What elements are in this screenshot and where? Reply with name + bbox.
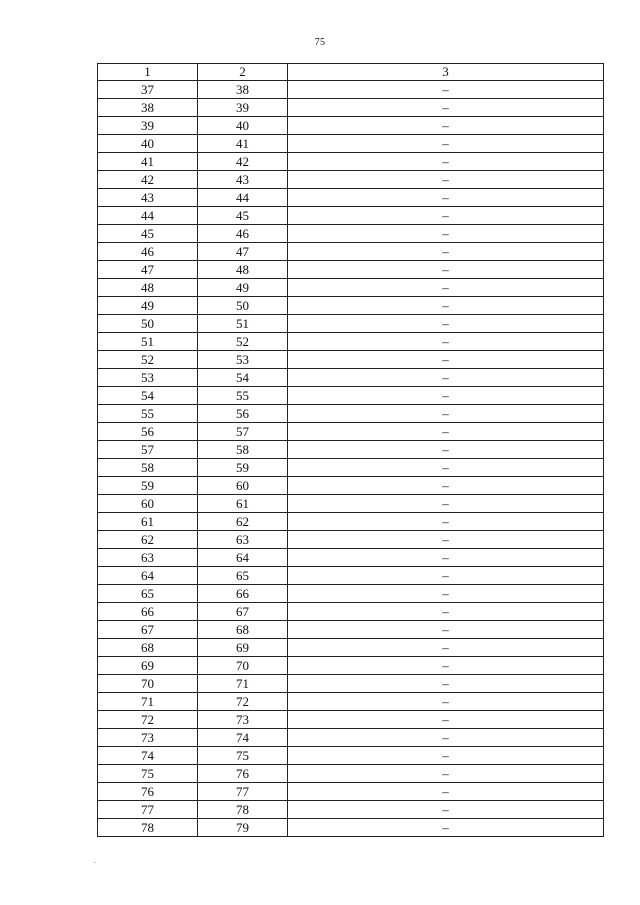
table-cell-col-3: – xyxy=(288,567,604,585)
table-row xyxy=(98,405,604,423)
table-cell-col-2: 68 xyxy=(198,621,288,639)
table-cell-col-3: – xyxy=(288,225,604,243)
table-header-row xyxy=(98,64,604,81)
table-cell-col-1: 66 xyxy=(98,603,198,621)
table-cell-col-3: – xyxy=(288,729,604,747)
table-row xyxy=(98,747,604,765)
table-cell-col-2: 40 xyxy=(198,117,288,135)
table-cell-col-3: – xyxy=(288,189,604,207)
table-cell-col-2: 52 xyxy=(198,333,288,351)
table-cell-col-2: 63 xyxy=(198,531,288,549)
table-cell-col-2: 62 xyxy=(198,513,288,531)
table-cell-col-3: – xyxy=(288,243,604,261)
table-cell-col-1: 67 xyxy=(98,621,198,639)
table-cell-col-1: 46 xyxy=(98,243,198,261)
table-cell-col-2: 67 xyxy=(198,603,288,621)
table-cell-col-3: – xyxy=(288,99,604,117)
table-cell-col-1: 41 xyxy=(98,153,198,171)
table-cell-col-2: 70 xyxy=(198,657,288,675)
table-cell-col-2: 50 xyxy=(198,297,288,315)
table-row xyxy=(98,549,604,567)
table-cell-col-3: – xyxy=(288,513,604,531)
table-cell-col-1: 51 xyxy=(98,333,198,351)
table-cell-col-3: – xyxy=(288,423,604,441)
table-row xyxy=(98,153,604,171)
table-row xyxy=(98,333,604,351)
table-cell-col-1: 44 xyxy=(98,207,198,225)
table-row xyxy=(98,567,604,585)
table-cell-col-3: – xyxy=(288,621,604,639)
table-cell-col-2: 49 xyxy=(198,279,288,297)
table-cell-col-2: 46 xyxy=(198,225,288,243)
table-body xyxy=(98,81,604,837)
table-row xyxy=(98,495,604,513)
table-row xyxy=(98,801,604,819)
table-cell-col-2: 71 xyxy=(198,675,288,693)
table-cell-col-1: 53 xyxy=(98,369,198,387)
table-cell-col-2: 74 xyxy=(198,729,288,747)
table-cell-col-1: 49 xyxy=(98,297,198,315)
table-cell-col-1: 77 xyxy=(98,801,198,819)
table-row xyxy=(98,675,604,693)
table-cell-col-1: 42 xyxy=(98,171,198,189)
table-row xyxy=(98,81,604,99)
table-cell-col-3: – xyxy=(288,369,604,387)
table-cell-col-3: – xyxy=(288,261,604,279)
table-cell-col-3: – xyxy=(288,549,604,567)
table-cell-col-3: – xyxy=(288,585,604,603)
table-row xyxy=(98,171,604,189)
table-cell-col-2: 59 xyxy=(198,459,288,477)
margin-mark xyxy=(94,862,96,863)
table-row xyxy=(98,135,604,153)
table-row xyxy=(98,819,604,837)
table-row xyxy=(98,765,604,783)
table-row xyxy=(98,243,604,261)
table-row xyxy=(98,297,604,315)
table-cell-col-3: – xyxy=(288,603,604,621)
table-row xyxy=(98,693,604,711)
table-row xyxy=(98,513,604,531)
table-cell-col-2: 61 xyxy=(198,495,288,513)
table-cell-col-1: 43 xyxy=(98,189,198,207)
table-row xyxy=(98,261,604,279)
table-cell-col-2: 65 xyxy=(198,567,288,585)
table-cell-col-2: 73 xyxy=(198,711,288,729)
table-cell-col-1: 38 xyxy=(98,99,198,117)
table-cell-col-1: 61 xyxy=(98,513,198,531)
table-cell-col-3: – xyxy=(288,315,604,333)
column-header-1: 1 xyxy=(98,64,198,81)
table-cell-col-3: – xyxy=(288,81,604,99)
table-cell-col-3: – xyxy=(288,693,604,711)
table-cell-col-2: 51 xyxy=(198,315,288,333)
column-header-3: 3 xyxy=(288,64,604,81)
table-cell-col-1: 74 xyxy=(98,747,198,765)
table-cell-col-2: 79 xyxy=(198,819,288,837)
table-cell-col-2: 76 xyxy=(198,765,288,783)
table-row xyxy=(98,603,604,621)
table-cell-col-2: 72 xyxy=(198,693,288,711)
table-cell-col-1: 45 xyxy=(98,225,198,243)
table-cell-col-1: 60 xyxy=(98,495,198,513)
table-row xyxy=(98,783,604,801)
table-cell-col-1: 57 xyxy=(98,441,198,459)
table-row xyxy=(98,477,604,495)
table-cell-col-2: 56 xyxy=(198,405,288,423)
table-cell-col-1: 71 xyxy=(98,693,198,711)
table-row xyxy=(98,387,604,405)
table-cell-col-2: 75 xyxy=(198,747,288,765)
table-cell-col-2: 58 xyxy=(198,441,288,459)
table-cell-col-3: – xyxy=(288,387,604,405)
table-row xyxy=(98,459,604,477)
table-cell-col-1: 54 xyxy=(98,387,198,405)
table-cell-col-1: 47 xyxy=(98,261,198,279)
table-cell-col-3: – xyxy=(288,405,604,423)
table-cell-col-3: – xyxy=(288,279,604,297)
table-row xyxy=(98,711,604,729)
table-row xyxy=(98,729,604,747)
table-cell-col-1: 72 xyxy=(98,711,198,729)
table-cell-col-1: 58 xyxy=(98,459,198,477)
table-cell-col-1: 40 xyxy=(98,135,198,153)
table-cell-col-1: 78 xyxy=(98,819,198,837)
table-cell-col-3: – xyxy=(288,297,604,315)
table-cell-col-2: 64 xyxy=(198,549,288,567)
table-cell-col-1: 75 xyxy=(98,765,198,783)
table-cell-col-1: 59 xyxy=(98,477,198,495)
table-cell-col-3: – xyxy=(288,441,604,459)
table-cell-col-3: – xyxy=(288,783,604,801)
table-cell-col-1: 37 xyxy=(98,81,198,99)
table-cell-col-2: 60 xyxy=(198,477,288,495)
table-cell-col-2: 54 xyxy=(198,369,288,387)
table-cell-col-3: – xyxy=(288,765,604,783)
table-cell-col-3: – xyxy=(288,153,604,171)
table-cell-col-3: – xyxy=(288,639,604,657)
table-cell-col-2: 38 xyxy=(198,81,288,99)
table-row xyxy=(98,423,604,441)
table-row xyxy=(98,225,604,243)
table-cell-col-2: 42 xyxy=(198,153,288,171)
table-row xyxy=(98,351,604,369)
table-cell-col-3: – xyxy=(288,477,604,495)
column-header-2: 2 xyxy=(198,64,288,81)
table-cell-col-1: 69 xyxy=(98,657,198,675)
table-row xyxy=(98,117,604,135)
page-number: 75 xyxy=(314,37,326,48)
table-cell-col-1: 70 xyxy=(98,675,198,693)
table-row xyxy=(98,279,604,297)
table-row xyxy=(98,531,604,549)
table-cell-col-1: 76 xyxy=(98,783,198,801)
table-cell-col-1: 73 xyxy=(98,729,198,747)
table-cell-col-3: – xyxy=(288,495,604,513)
table-cell-col-3: – xyxy=(288,207,604,225)
table-cell-col-2: 41 xyxy=(198,135,288,153)
table-cell-col-3: – xyxy=(288,135,604,153)
table-cell-col-1: 52 xyxy=(98,351,198,369)
table-cell-col-2: 57 xyxy=(198,423,288,441)
table-cell-col-1: 64 xyxy=(98,567,198,585)
table-cell-col-2: 44 xyxy=(198,189,288,207)
table-cell-col-1: 39 xyxy=(98,117,198,135)
table-cell-col-1: 56 xyxy=(98,423,198,441)
table-row xyxy=(98,207,604,225)
table-cell-col-3: – xyxy=(288,657,604,675)
table-row xyxy=(98,99,604,117)
table-row xyxy=(98,639,604,657)
table-cell-col-2: 47 xyxy=(198,243,288,261)
table-cell-col-3: – xyxy=(288,819,604,837)
table-row xyxy=(98,441,604,459)
table-row xyxy=(98,657,604,675)
table-cell-col-3: – xyxy=(288,711,604,729)
table-cell-col-3: – xyxy=(288,801,604,819)
table-row xyxy=(98,585,604,603)
table-cell-col-2: 77 xyxy=(198,783,288,801)
table-cell-col-2: 48 xyxy=(198,261,288,279)
table-cell-col-2: 39 xyxy=(198,99,288,117)
table-cell-col-3: – xyxy=(288,675,604,693)
table-cell-col-3: – xyxy=(288,747,604,765)
table-cell-col-3: – xyxy=(288,333,604,351)
table-cell-col-3: – xyxy=(288,351,604,369)
table-cell-col-1: 65 xyxy=(98,585,198,603)
table-row xyxy=(98,369,604,387)
table-cell-col-3: – xyxy=(288,459,604,477)
table-cell-col-3: – xyxy=(288,117,604,135)
table-cell-col-1: 55 xyxy=(98,405,198,423)
table-row xyxy=(98,621,604,639)
table-cell-col-2: 78 xyxy=(198,801,288,819)
table-row xyxy=(98,315,604,333)
table-cell-col-1: 48 xyxy=(98,279,198,297)
table-cell-col-2: 45 xyxy=(198,207,288,225)
table-cell-col-1: 62 xyxy=(98,531,198,549)
table-cell-col-2: 55 xyxy=(198,387,288,405)
table-cell-col-3: – xyxy=(288,171,604,189)
table-cell-col-3: – xyxy=(288,531,604,549)
table-cell-col-2: 43 xyxy=(198,171,288,189)
table-cell-col-1: 50 xyxy=(98,315,198,333)
table-cell-col-2: 53 xyxy=(198,351,288,369)
table-cell-col-1: 68 xyxy=(98,639,198,657)
data-table xyxy=(97,63,604,837)
table-cell-col-1: 63 xyxy=(98,549,198,567)
table-cell-col-2: 69 xyxy=(198,639,288,657)
table-cell-col-2: 66 xyxy=(198,585,288,603)
table-row xyxy=(98,189,604,207)
